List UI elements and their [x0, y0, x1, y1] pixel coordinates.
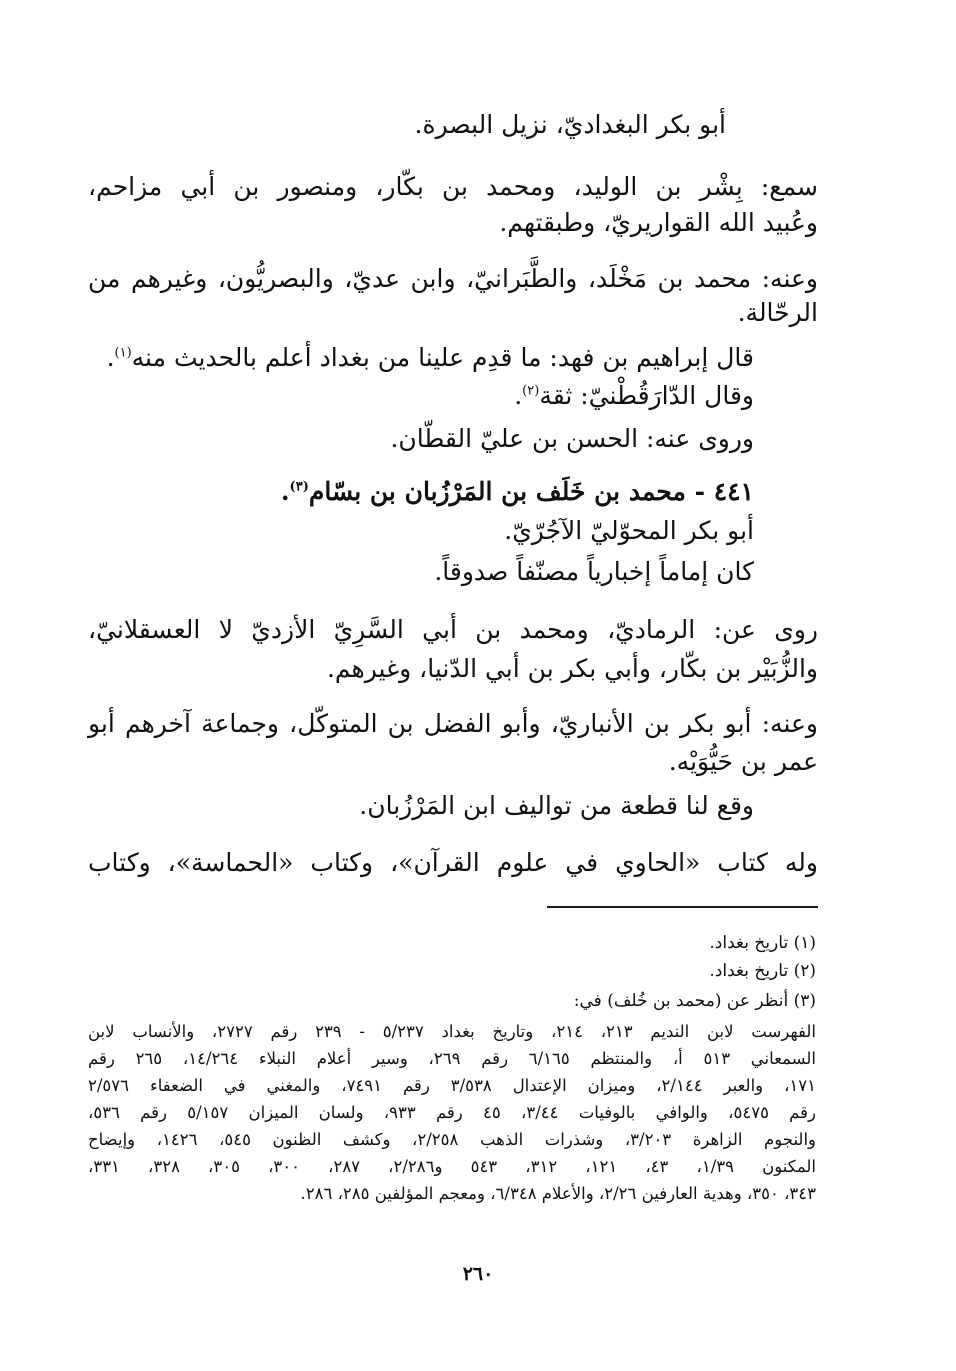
footnote-line: ١٧١، والعبر ٢/١٤٤، وميزان الإعتدال ٣/٥٣٨ رقم ٧٤٩١، والمغني في الضعفاء ٢/٥٧٦ [88, 1076, 816, 1095]
line-end-dot: . [514, 381, 523, 410]
footnote-ref: (٢) [522, 383, 540, 399]
text-line [88, 379, 754, 413]
footnote-line: المكنون ١/٣٩، ٤٣، ١٢١، ٣١٢، ٥٤٣ و٢/٢٨٦، ٢٨٧، ٣٠٠، ٣٠٥، ٣٢٨، ٣٣١، [88, 1157, 816, 1176]
entry-heading-text: ٤٤١ - محمد بن خَلَف بن المَرْزُبان بن بسّام [308, 477, 754, 506]
text-line: روى عن: الرماديّ، ومحمد بن أبي السَّرِيّ الأزديّ لا العسقلانيّ، [88, 615, 818, 644]
text-line: عمر بن حَيُّوَيْه. [668, 747, 818, 776]
footnote-1: (١) تاريخ بغداد. [709, 933, 816, 953]
text-line: وعنه: أبو بكر بن الأنباريّ، وأبو الفضل بن المتوكّل، وجماعة آخرهم أبو [88, 709, 818, 738]
text-line: أبو بكر البغداديّ، نزيل البصرة. [414, 110, 726, 139]
line-end-dot: . [106, 343, 115, 372]
footnote-3-body [88, 1018, 816, 1238]
footnote-ref: (١) [114, 345, 132, 361]
footnote-ref: (٣) [289, 479, 309, 495]
text-line: والزُّبَيْر بن بكّار، وأبي بكر بن أبي الدّنيا، وغيرهم. [326, 654, 818, 683]
page-number: ٢٦٠ [462, 1263, 494, 1285]
footnote-line: الفهرست لابن النديم ٢١٣، ٢١٤، وتاريخ بغداد ٥/٢٣٧ - ٢٣٩ رقم ٢٧٢٧، والأنساب لابن [88, 1022, 816, 1041]
text-line: وله كتاب «الحاوي في علوم القرآن»، وكتاب «الحماسة»، وكتاب [88, 848, 818, 877]
footnote-line: والنجوم الزاهرة ٣/٢٠٣، وشذرات الذهب ٢/٢٥٨، وكشف الظنون ٥٤٥، ١٤٢٦، وإيضاح [88, 1130, 817, 1149]
text-line: الرحّالة. [737, 298, 818, 327]
footnote-separator [547, 906, 818, 908]
footnote-line: رقم ٥٤٧٥، والوافي بالوفيات ٣/٤٤، ٤٥ رقم ٩٣٣، ولسان الميزان ٥/١٥٧ رقم ٥٣٦، [88, 1103, 817, 1122]
text-line: وروى عنه: الحسن بن عليّ القطّان. [390, 424, 754, 453]
text-line-body: قال إبراهيم بن فهد: ما قدِم علينا من بغداد أعلم بالحديث منه [131, 343, 754, 372]
text-line: وقع لنا قطعة من تواليف ابن المَرْزُبان. [359, 791, 754, 820]
footnote-line: السمعاني ٥١٣ أ، والمنتظم ٦/١٦٥ رقم ٢٦٩، وسير أعلام النبلاء ١٤/٢٦٤، ٢٦٥ رقم [88, 1049, 816, 1068]
footnote-line: ٣٤٣، ٣٥٠، وهدية العارفين ٢/٢٦، والأعلام ٦/٣٤٨، ومعجم المؤلفين ٢٨٥، ٢٨٦. [300, 1184, 816, 1203]
text-line: وعنه: محمد بن مَخْلَد، والطَّبَرانيّ، وابن عديّ، والبصريُّون، وغيرهم من [88, 264, 818, 293]
footnote-3: (٣) أنظر عن (محمد بن خُلف) في: [573, 991, 816, 1011]
text-line: كان إماماً إخبارياً مصنّفاً صدوقاً. [434, 557, 754, 586]
footnote-2: (٢) تاريخ بغداد. [709, 961, 816, 981]
text-line: سمع: بِشْر بن الوليد، ومحمد بن بكّار، ومنصور بن أبي مزاحم، [88, 172, 818, 201]
line-end-dot: . [280, 477, 290, 506]
text-line [88, 341, 754, 375]
text-line: وعُبيد الله القواريريّ، وطبقتهم. [499, 208, 818, 237]
text-line: أبو بكر المحوّليّ الآجُرّيّ. [504, 516, 754, 545]
entry-heading [88, 475, 754, 509]
text-line-body: وقال الدّارَقُطْنيّ: ثقة [539, 381, 754, 410]
